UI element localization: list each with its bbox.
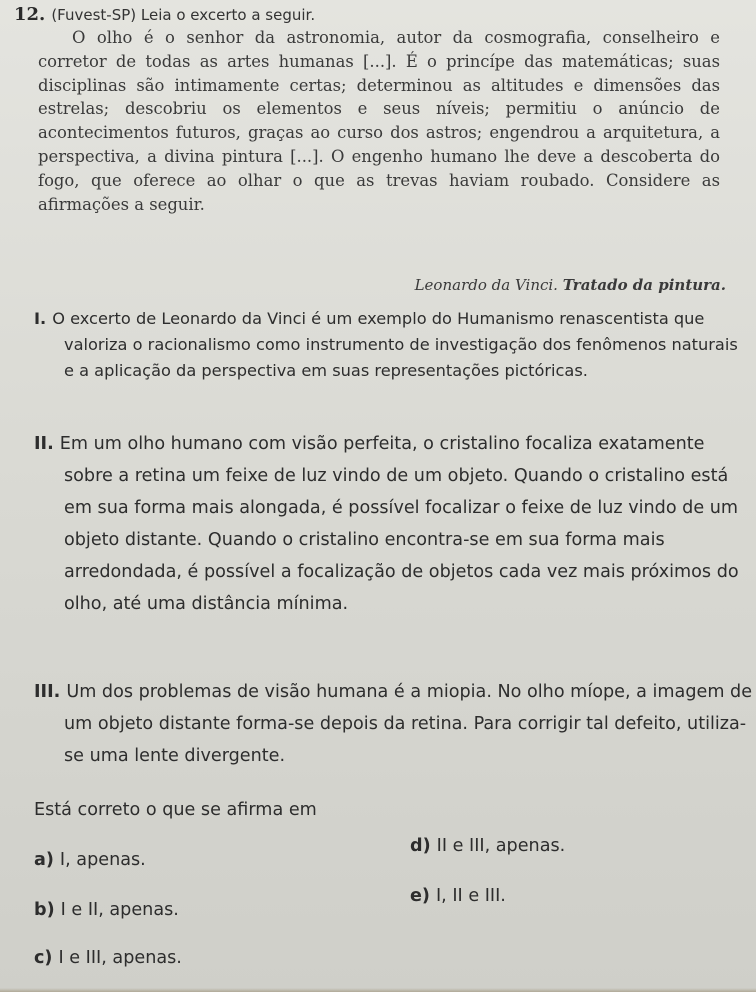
option-b[interactable] bbox=[34, 900, 179, 920]
statement-text: Em um olho humano com visão perfeita, o cristalino focaliza exatamente sobre a retina um feixe de luz vindo de um objeto. Quando o cristalino está em sua forma mais alongada, é possível focalizar o feixe de luz vindo de um objeto distante. Quando o cristalino encontra-se em sua forma mais arredondada, é possível a focalização de objetos cada vez mais próximos do olho, até uma distância mínima. bbox=[59, 434, 739, 614]
statement-numeral: I. bbox=[34, 309, 47, 328]
option-text: I e II, apenas. bbox=[60, 900, 179, 920]
question-number: 12. bbox=[14, 4, 46, 25]
excerpt-source bbox=[415, 276, 726, 294]
question-instruction: (Fuvest-SP) Leia o excerto a seguir. bbox=[51, 6, 316, 24]
statement-ii bbox=[34, 428, 754, 620]
question-header bbox=[14, 4, 744, 25]
option-d[interactable] bbox=[410, 836, 565, 856]
statement-iii bbox=[34, 676, 754, 772]
option-c[interactable] bbox=[34, 948, 182, 968]
option-letter: b) bbox=[34, 900, 55, 920]
statement-numeral: III. bbox=[34, 682, 61, 702]
statement-i bbox=[34, 306, 739, 384]
statement-text: O excerto de Leonardo da Vinci é um exemplo do Humanismo renascentista que valoriza o racionalismo como instrumento de investigação dos fenômenos naturais e a aplicação da perspectiva em suas representações pictóricas. bbox=[52, 309, 738, 380]
option-a[interactable] bbox=[34, 850, 146, 870]
option-text: II e III, apenas. bbox=[436, 836, 566, 856]
answer-prompt: Está correto o que se afirma em bbox=[34, 800, 317, 820]
option-letter: a) bbox=[34, 850, 54, 870]
option-letter: d) bbox=[410, 836, 431, 856]
statement-numeral: II. bbox=[34, 434, 54, 454]
option-letter: e) bbox=[410, 886, 430, 906]
page-edge-shadow bbox=[0, 988, 756, 992]
statement-text: Um dos problemas de visão humana é a miopia. No olho míope, a imagem de um objeto distante forma-se depois da retina. Para corrigir tal defeito, utiliza-se uma lente divergente. bbox=[64, 682, 753, 766]
excerpt-text: O olho é o senhor da astronomia, autor da cosmografia, conselheiro e corretor de todas as artes humanas [...]. É o princípe das matemáticas; suas disciplinas são intimamente certas; determinou as altitudes e dimensões das estrelas; descobriu os elementos e seus níveis; permitiu o anúncio de acontecimentos futuros, graças ao curso dos astros; engendrou a arquitetura, a perspectiva, a divina pintura [...]. O engenho humano lhe deve a descoberta do fogo, que oferece ao olhar o que as trevas haviam roubado. Considere as afirmações a seguir. bbox=[38, 28, 720, 214]
option-letter: c) bbox=[34, 948, 53, 968]
option-text: I, II e III. bbox=[435, 886, 506, 906]
option-text: I e III, apenas. bbox=[58, 948, 182, 968]
option-e[interactable] bbox=[410, 886, 506, 906]
source-work: Tratado da pintura. bbox=[562, 276, 726, 294]
source-author: Leonardo da Vinci. bbox=[414, 276, 558, 294]
option-text: I, apenas. bbox=[59, 850, 146, 870]
